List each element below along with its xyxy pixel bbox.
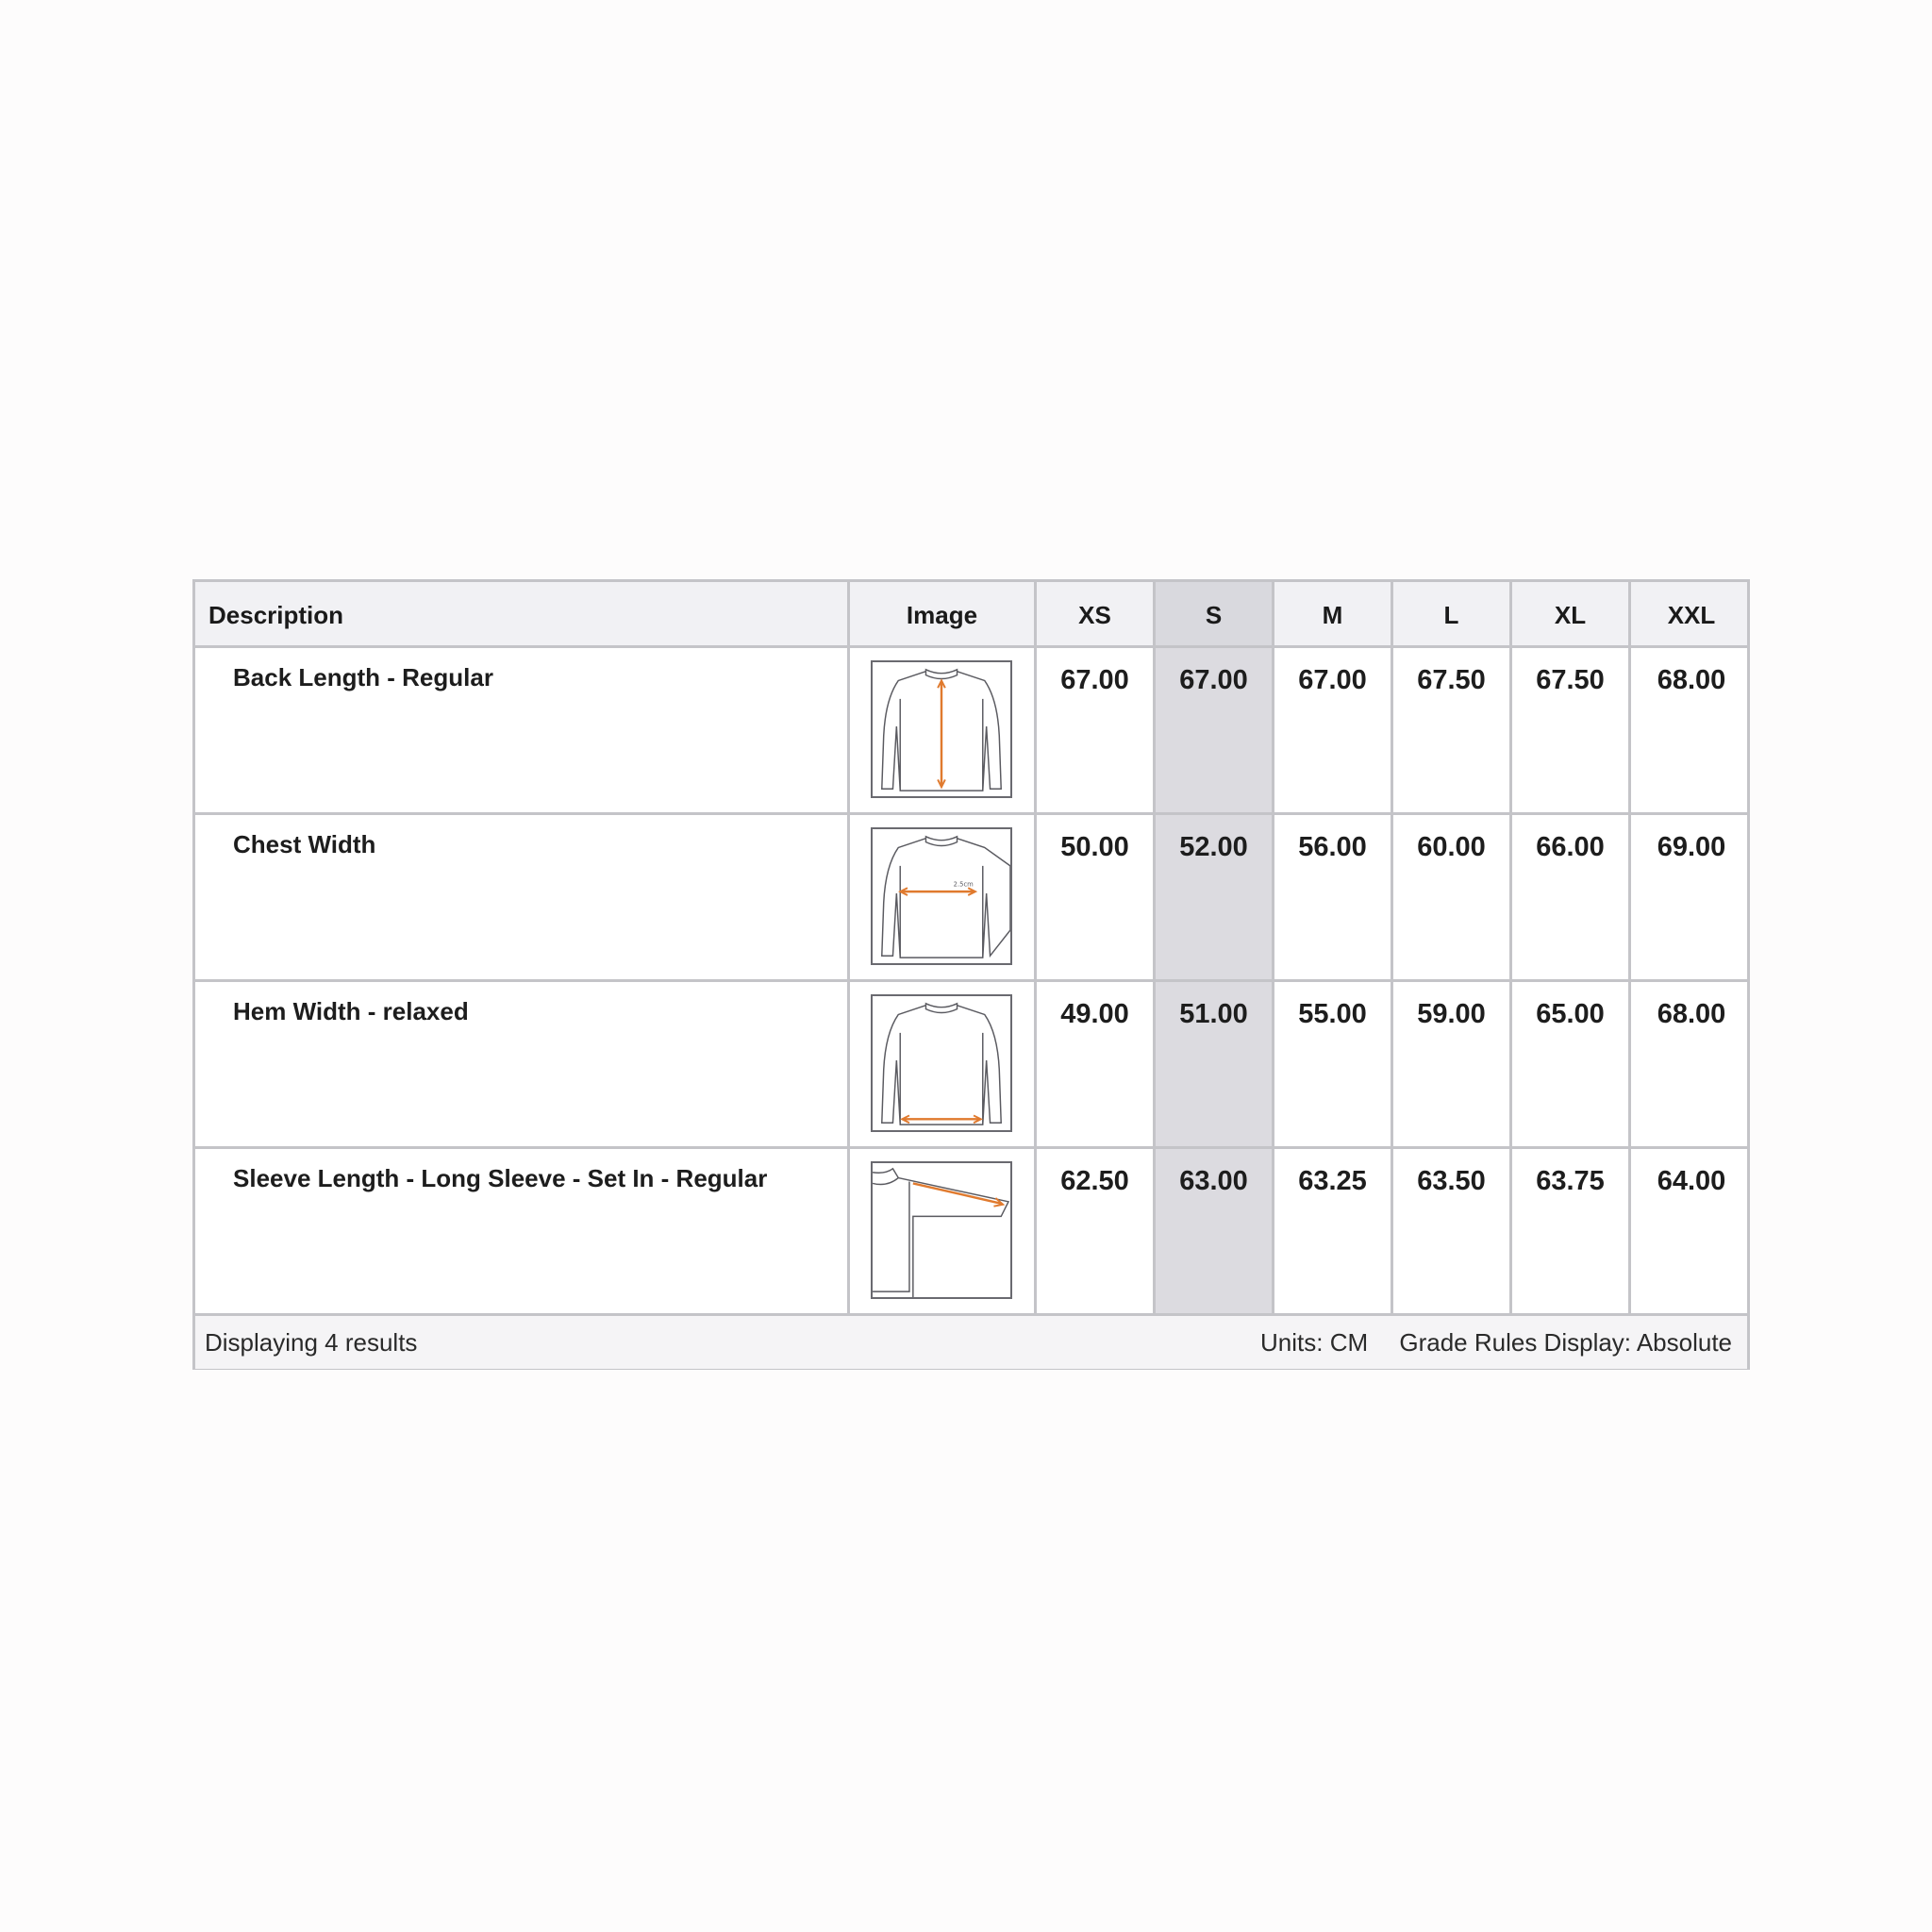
value-xs: 62.50 [1037, 1149, 1156, 1313]
sweater-sleeve-length-icon[interactable] [871, 1161, 1012, 1299]
value-xxl: 68.00 [1657, 665, 1726, 695]
value-l: 59.00 [1393, 982, 1512, 1146]
header-image[interactable]: Image [850, 582, 1037, 645]
row-image-cell [850, 648, 1037, 812]
grade-rules-label: Grade Rules Display: Absolute [1399, 1327, 1732, 1357]
row-image-cell [850, 1149, 1037, 1313]
row-description: Hem Width - relaxed [195, 982, 850, 1146]
table-footer [195, 1316, 1747, 1369]
table-header-row [195, 582, 1747, 648]
header-description[interactable]: Description [195, 582, 850, 645]
value-l: 60.00 [1393, 815, 1512, 979]
row-description: Chest Width [195, 815, 850, 979]
value-xl: 63.75 [1512, 1149, 1631, 1313]
value-s: 51.00 [1156, 982, 1274, 1146]
footer-right [1236, 1328, 1732, 1357]
value-xs: 49.00 [1037, 982, 1156, 1146]
value-xl: 66.00 [1512, 815, 1631, 979]
header-size-s[interactable]: S [1156, 582, 1274, 645]
value-m: 63.25 [1274, 1149, 1393, 1313]
sweater-hem-width-icon[interactable] [871, 994, 1012, 1132]
value-xl: 67.50 [1512, 648, 1631, 812]
value-xs: 67.00 [1037, 648, 1156, 812]
value-m: 55.00 [1274, 982, 1393, 1146]
value-xl: 65.00 [1512, 982, 1631, 1146]
table-row[interactable] [195, 815, 1747, 982]
sweater-chest-width-icon[interactable] [871, 827, 1012, 965]
value-s: 63.00 [1156, 1149, 1274, 1313]
value-xs: 50.00 [1037, 815, 1156, 979]
value-xxl: 64.00 [1657, 1166, 1726, 1196]
header-size-xs[interactable]: XS [1037, 582, 1156, 645]
table-row[interactable] [195, 648, 1747, 815]
value-s: 67.00 [1156, 648, 1274, 812]
header-size-l[interactable]: L [1393, 582, 1512, 645]
row-image-cell [850, 982, 1037, 1146]
row-image-cell [850, 815, 1037, 979]
grade-rules-table [192, 579, 1750, 1370]
chest-width-caption: 2.5cm [953, 880, 974, 889]
value-l: 63.50 [1393, 1149, 1512, 1313]
table-row[interactable] [195, 1149, 1747, 1316]
sweater-back-length-icon[interactable] [871, 660, 1012, 798]
header-size-xl[interactable]: XL [1512, 582, 1631, 645]
units-label: Units: CM [1260, 1327, 1369, 1357]
value-s: 52.00 [1156, 815, 1274, 979]
value-l: 67.50 [1393, 648, 1512, 812]
row-description: Back Length - Regular [195, 648, 850, 812]
header-size-xxl[interactable]: XXL [1667, 601, 1716, 629]
header-size-m[interactable]: M [1274, 582, 1393, 645]
row-description: Sleeve Length - Long Sleeve - Set In - Regular [195, 1149, 850, 1313]
value-xxl: 68.00 [1657, 999, 1726, 1029]
value-m: 56.00 [1274, 815, 1393, 979]
results-count: Displaying 4 results [205, 1327, 418, 1357]
value-m: 67.00 [1274, 648, 1393, 812]
value-xxl: 69.00 [1657, 832, 1726, 862]
table-row[interactable] [195, 982, 1747, 1149]
